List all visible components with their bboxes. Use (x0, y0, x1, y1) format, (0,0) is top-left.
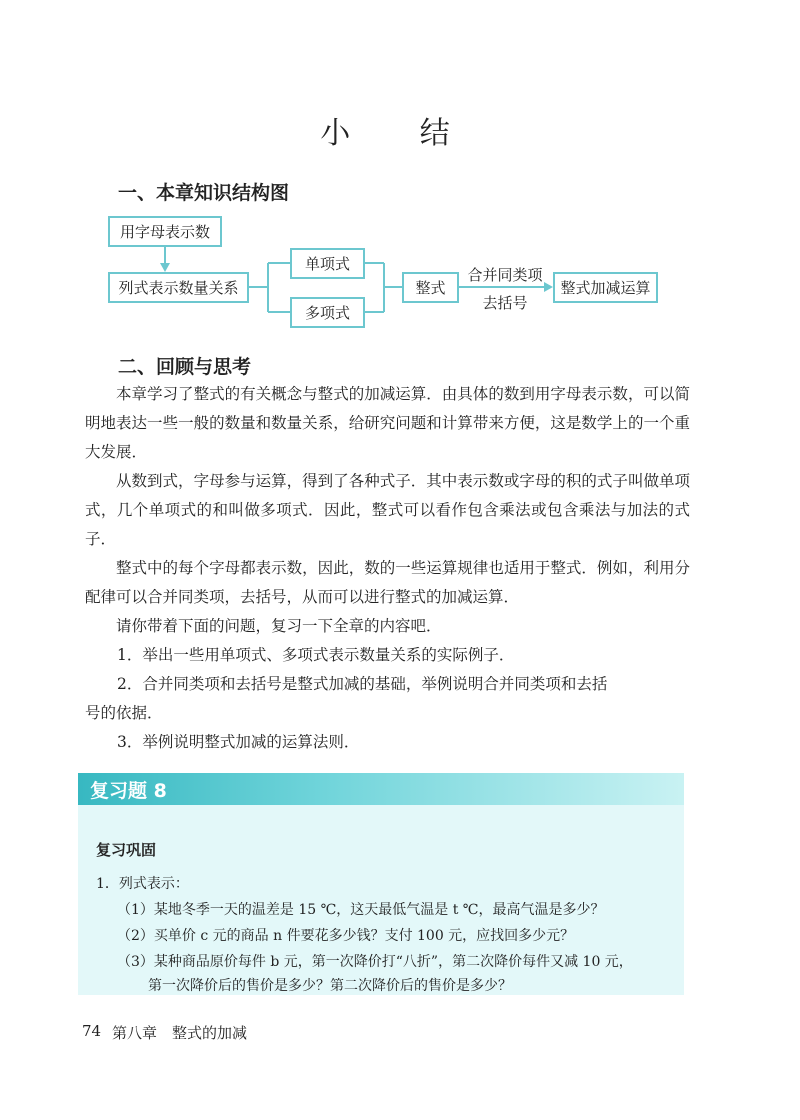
exercise-1-part-1: （1）某地冬季一天的温差是 15 ℃，这天最低气温是 t ℃，最高气温是多少？ (117, 902, 605, 918)
box-letters-represent-numbers: 用字母表示数 (108, 216, 222, 247)
review-question-1: 1．举出一些用单项式、多项式表示数量关系的实际例子． (117, 646, 515, 664)
review-paragraph-1: 本章学习了整式的有关概念与整式的加减运算．由具体的数到用字母表示数，可以简明地表达一些一般的数量和数量关系，给研究问题和计算带来方便，这是数学上的一个重大发展． (85, 385, 690, 461)
exercise-1-part-2: （2）买单价 c 元的商品 n 件要花多少钱？支付 100 元，应找回多少元？ (117, 928, 575, 944)
review-question-2-line-1: 2．合并同类项和去括号是整式加减的基础，举例说明合并同类项和去括 (117, 675, 608, 693)
section-heading-structure: 一、本章知识结构图 (118, 182, 290, 204)
page-number: 74 (82, 1022, 102, 1040)
review-question-3: 3．举例说明整式加减的运算法则． (117, 733, 360, 751)
review-exercises-band (78, 773, 684, 805)
box-expression-quantity-relation: 列式表示数量关系 (108, 272, 249, 303)
exercise-1-part-3-line-1: （3）某种商品原价每件 b 元，第一次降价打“八折”，第二次降价每件又减 10 元， (117, 954, 633, 970)
review-question-2-line-2: 号的依据． (85, 704, 163, 722)
box-addition-subtraction: 整式加减运算 (553, 272, 658, 303)
review-paragraph-4: 请你带着下面的问题，复习一下全章的内容吧． (116, 617, 442, 635)
subheading-consolidation: 复习巩固 (96, 841, 157, 859)
arrow-label-combine-like-terms: 合并同类项 (467, 266, 543, 284)
arrow-label-remove-brackets: 去括号 (482, 294, 528, 312)
arrowhead-down (160, 263, 170, 272)
review-exercises-title: 复习题 8 (90, 780, 167, 802)
knowledge-structure-diagram (0, 0, 800, 340)
box-polynomial: 多项式 (290, 297, 365, 328)
exercise-1-part-3-line-2: 第一次降价后的售价是多少？第二次降价后的售价是多少？ (148, 978, 512, 994)
box-monomial: 单项式 (290, 248, 365, 279)
section-heading-review: 二、回顾与思考 (118, 356, 252, 378)
review-paragraph-3: 整式中的每个字母都表示数，因此，数的一些运算规律也适用于整式．例如，利用分配律可以合并同类项，去括号，从而可以进行整式的加减运算． (85, 559, 690, 606)
box-integral-expression: 整式 (402, 272, 459, 303)
review-paragraph-2: 从数到式，字母参与运算，得到了各种式子．其中表示数或字母的积的式子叫做单项式，几个单项式的和叫做多项式．因此，整式可以看作包含乘法或包含乘法与加法的式子． (85, 472, 690, 548)
chapter-footer: 第八章 整式的加减 (112, 1024, 248, 1042)
page-title: 小 结 (320, 116, 480, 151)
exercise-1-label: 1．列式表示： (96, 876, 189, 892)
